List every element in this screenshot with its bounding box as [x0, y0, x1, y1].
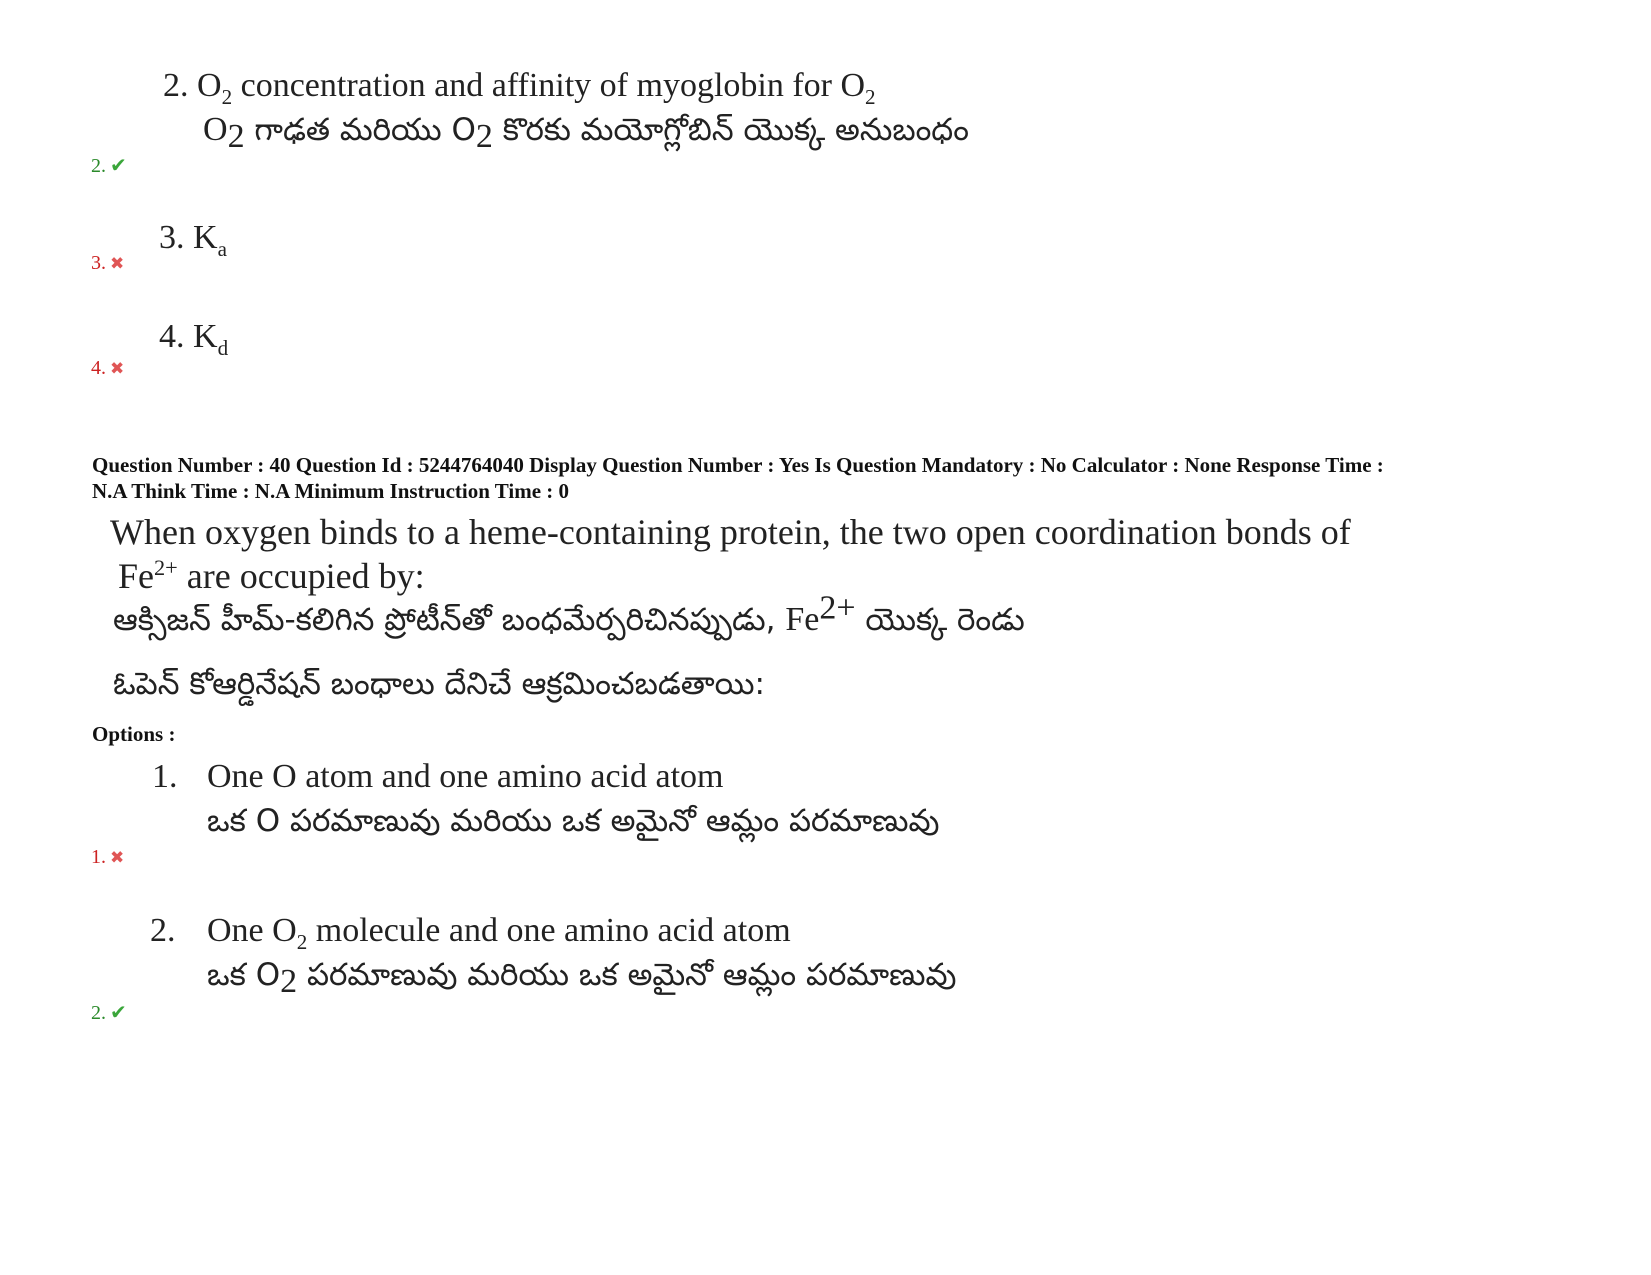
- subscript: 2: [475, 118, 493, 156]
- option-text: K: [193, 318, 218, 355]
- metadata-line: Question Number : 40 Question Id : 5244764040 Display Question Number : Yes Is Question Mandatory : No Calculator : None Response Time :: [92, 453, 1384, 477]
- prev-option-2-english: [163, 66, 876, 109]
- option-text: ఒక O: [207, 957, 281, 993]
- option-text: concentration and affinity of myoglobin for O: [232, 67, 866, 104]
- option-text: గాఢత మరియు O: [244, 112, 476, 148]
- option-number: 2.: [163, 67, 189, 104]
- option-text: O: [203, 111, 228, 148]
- mark-number: 1.: [91, 846, 106, 868]
- option-number: 4.: [159, 318, 185, 355]
- prev-option-2-telugu: [203, 108, 969, 156]
- subscript: 2: [221, 84, 233, 109]
- option-1-number: 1.: [152, 758, 178, 795]
- superscript: 2+: [154, 555, 178, 580]
- cross-icon: ✖: [110, 254, 125, 274]
- question-text-telugu-line-1: [113, 589, 1025, 642]
- option-2-correct-mark: [91, 1000, 127, 1025]
- prev-option-2-correct-mark: [91, 153, 127, 178]
- mark-number: 2.: [91, 1002, 106, 1024]
- mark-number: 2.: [91, 155, 106, 177]
- cross-icon: ✖: [110, 359, 125, 379]
- mark-number: 3.: [91, 252, 106, 274]
- superscript: 2+: [819, 589, 856, 627]
- question-metadata: [92, 452, 1592, 504]
- subscript: 2: [865, 84, 876, 109]
- option-2-telugu: [207, 953, 957, 1001]
- option-text: K: [193, 219, 218, 256]
- question-line: When oxygen binds to a heme-containing protein, the two open coordination bonds of: [110, 512, 1351, 552]
- prev-option-4: [159, 317, 229, 360]
- question-text: ఆక్సిజన్ హీమ్-కలిగిన ప్రోటీన్‌తో బంధమేర్పరిచినప్పుడు,: [113, 602, 786, 638]
- question-text: యొక్క రెండు: [855, 602, 1025, 638]
- option-2-number: 2.: [150, 912, 176, 949]
- mark-number: 4.: [91, 357, 106, 379]
- cross-icon: ✖: [110, 848, 125, 868]
- prev-option-3: [159, 218, 227, 261]
- subscript: d: [217, 335, 229, 360]
- option-number: 3.: [159, 219, 185, 256]
- metadata-line: N.A Think Time : N.A Minimum Instruction Time : 0: [92, 479, 570, 503]
- check-icon: ✔: [110, 1000, 127, 1024]
- option-2-english: [207, 911, 791, 954]
- option-text: O: [197, 67, 222, 104]
- question-text: Fe: [785, 601, 820, 638]
- question-text-telugu-line-2: [113, 662, 765, 706]
- question-text: are occupied by:: [177, 556, 425, 596]
- question-line: [110, 554, 1351, 598]
- option-text: పరమాణువు మరియు ఒక అమైనో ఆమ్లం పరమాణువు: [297, 957, 957, 993]
- check-icon: ✔: [110, 153, 127, 177]
- option-1-english: One O atom and one amino acid atom: [207, 758, 724, 795]
- option-1-telugu: ఒక O పరమాణువు మరియు ఒక అమైనో ఆమ్లం పరమాణువు: [207, 803, 940, 839]
- question-text: ఓపెన్ కోఆర్డినేషన్ బంధాలు దేనిచే ఆక్రమించబడతాయి:: [113, 666, 765, 702]
- option-text: molecule and one amino acid atom: [307, 912, 791, 949]
- subscript: 2: [280, 963, 298, 1001]
- question-text-english: [110, 510, 1351, 598]
- option-text: కొరకు మయోగ్లోబిన్ యొక్క అనుబంధం: [492, 112, 969, 148]
- subscript: 2: [296, 929, 308, 954]
- options-label: Options :: [92, 722, 176, 746]
- subscript: 2: [227, 118, 245, 156]
- prev-option-4-wrong-mark: [91, 356, 124, 381]
- option-text: One O: [207, 912, 297, 949]
- question-text: Fe: [118, 556, 154, 596]
- prev-option-3-wrong-mark: [91, 251, 124, 276]
- option-1-wrong-mark: [91, 845, 124, 870]
- subscript: a: [217, 236, 227, 261]
